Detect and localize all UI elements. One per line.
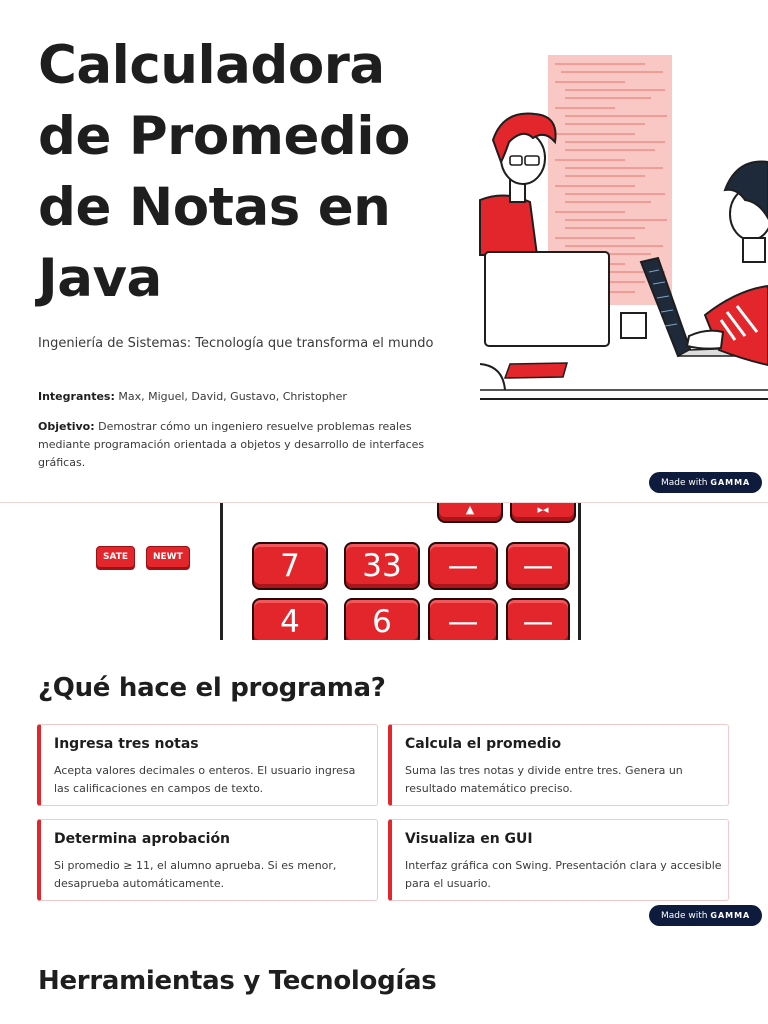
swap-key: ▸◂ [510, 503, 576, 523]
card-description: Si promedio ≥ 11, el alumno aprueba. Si es menor, desaprueba automáticamente. [54, 859, 337, 890]
section-heading-tools: Herramientas y Tecnologías [38, 966, 437, 996]
key-7: 7 [252, 542, 328, 590]
key-dash-2: — [506, 542, 570, 590]
section-heading-program: ¿Qué hace el programa? [38, 673, 386, 703]
title-line-1: Calculadora [38, 35, 385, 96]
gamma-brand: GAMMA [710, 478, 751, 487]
developers-illustration-image [475, 50, 768, 410]
key-6: 6 [344, 598, 420, 640]
key-dash-3: — [428, 598, 498, 640]
objetivo-value: Demostrar cómo un ingeniero resuelve problemas reales mediante programación orientada a objetos y desarrollo de interfaces gráficas. [38, 420, 425, 469]
objetivo-label: Objetivo: [38, 420, 95, 433]
feature-card-gui [388, 819, 729, 901]
card-description: Interfaz gráfica con Swing. Presentación clara y accesible para el usuario. [405, 859, 722, 890]
title-line-4: Java [38, 248, 162, 309]
sate-key: SATE [96, 546, 135, 568]
key-dash-4: — [506, 598, 570, 640]
up-arrow-key: ▲ [437, 503, 503, 523]
title-line-3: de Notas en [38, 177, 391, 238]
feature-card-average [388, 724, 729, 806]
objetivo-paragraph [38, 418, 438, 472]
key-33: 33 [344, 542, 420, 590]
made-with-gamma-badge-1[interactable] [649, 472, 762, 493]
key-dash-1: — [428, 542, 498, 590]
title-line-2: de Promedio [38, 106, 410, 167]
made-with-text: Made with [661, 911, 708, 921]
newt-key: NEWT [146, 546, 190, 568]
feature-card-input [37, 724, 378, 806]
card-title: Calcula el promedio [405, 736, 562, 752]
card-title: Determina aprobación [54, 831, 231, 847]
integrantes-paragraph [38, 388, 438, 406]
card-description: Acepta valores decimales o enteros. El usuario ingresa las calificaciones en campos de texto. [54, 764, 356, 795]
gamma-brand: GAMMA [710, 911, 751, 920]
card-description: Suma las tres notas y divide entre tres. Genera un resultado matemático preciso. [405, 764, 683, 795]
subtitle: Ingeniería de Sistemas: Tecnología que transforma el mundo [38, 336, 434, 351]
key-4: 4 [252, 598, 328, 640]
card-title: Visualiza en GUI [405, 831, 533, 847]
integrantes-label: Integrantes: [38, 390, 115, 403]
program-section [0, 640, 768, 940]
card-title: Ingresa tres notas [54, 736, 199, 752]
feature-card-approval [37, 819, 378, 901]
made-with-gamma-badge-2[interactable] [649, 905, 762, 926]
page-title [38, 30, 458, 314]
made-with-text: Made with [661, 478, 708, 488]
calculator-keys-image [0, 503, 768, 640]
title-slide [0, 0, 768, 503]
integrantes-value: Max, Miguel, David, Gustavo, Christopher [114, 390, 347, 403]
